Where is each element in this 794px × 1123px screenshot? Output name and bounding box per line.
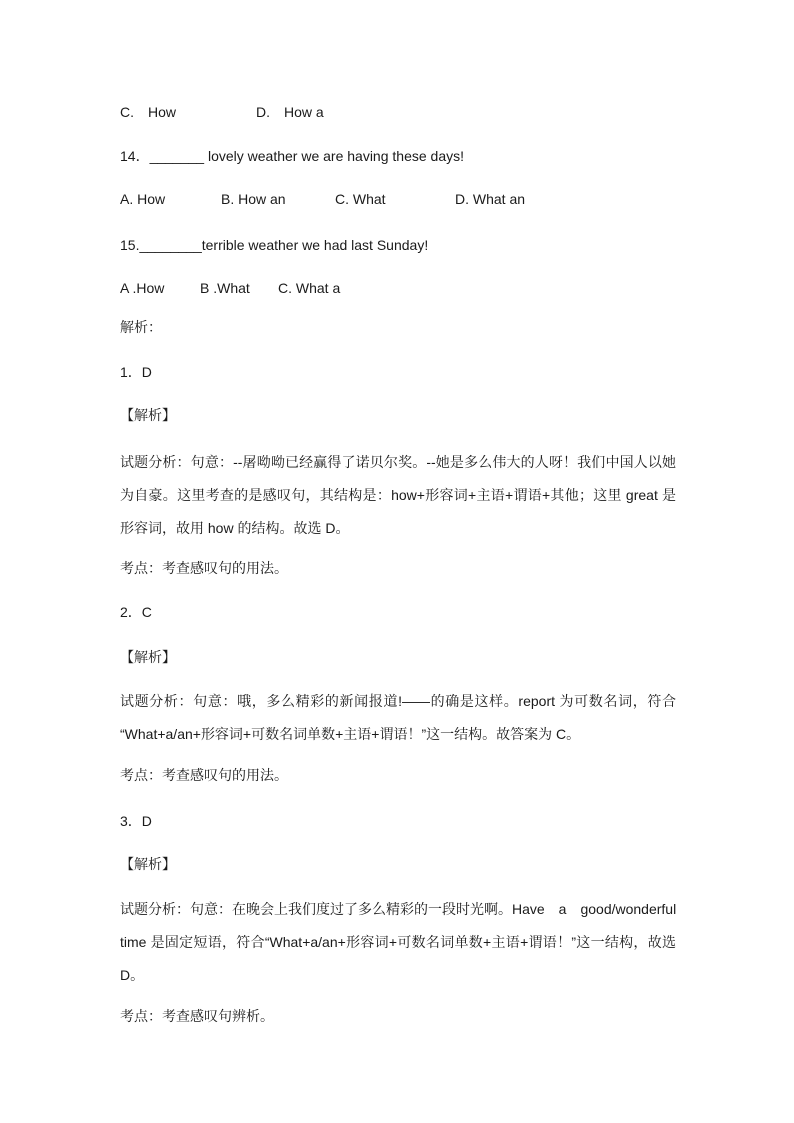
answer-2-point: 考点：考查感叹句的用法。 xyxy=(120,767,288,783)
answer-1-point: 考点：考查感叹句的用法。 xyxy=(120,560,288,576)
answer-1-explanation xyxy=(120,446,676,545)
q14-option-b: B. How an xyxy=(221,191,286,207)
q13-option-c: C. How xyxy=(120,104,177,120)
answer-3-tag: 【解析】 xyxy=(120,856,176,872)
answer-1-tag: 【解析】 xyxy=(120,407,176,423)
q13-option-d: D. How a xyxy=(256,104,324,120)
answer-2-line-1: 试题分析：句意：哦，多么精彩的新闻报道!——的确是这样。report 为可数名词，符合 xyxy=(120,693,676,709)
answer-2-explanation xyxy=(120,685,676,751)
q14-option-c: C. What xyxy=(335,191,386,207)
answer-3-line-1: 试题分析：句意：在晚会上我们度过了多么精彩的一段时光啊。Have a good/wonderful xyxy=(120,901,677,917)
q15-option-a: A .How xyxy=(120,280,165,296)
answer-1-number: 1．D xyxy=(120,364,152,380)
answer-3-line-2: time 是固定短语，符合“What+a/an+形容词+可数名词单数+主语+谓语！”这一结构，故选 xyxy=(120,934,676,950)
answer-3-line-3: D。 xyxy=(120,967,145,983)
answer-3-explanation xyxy=(120,893,676,992)
answer-3-point: 考点：考查感叹句辨析。 xyxy=(120,1008,274,1024)
analysis-heading: 解析： xyxy=(120,319,162,335)
answer-1-line-3: 形容词，故用 how 的结构。故选 D。 xyxy=(120,520,350,536)
q14-stem: 14．_______ lovely weather we are having these days! xyxy=(120,148,464,164)
q15-stem: 15.________terrible weather we had last Sunday! xyxy=(120,237,429,253)
q14-option-d: D. What an xyxy=(455,191,526,207)
answer-3-number: 3．D xyxy=(120,813,152,829)
q15-option-c: C. What a xyxy=(278,280,341,296)
answer-1-line-2: 为自豪。这里考查的是感叹句，其结构是：how+形容词+主语+谓语+其他；这里 great 是 xyxy=(120,487,676,503)
answer-2-line-2: “What+a/an+形容词+可数名词单数+主语+谓语！”这一结构。故答案为 C。 xyxy=(120,726,581,742)
answer-2-tag: 【解析】 xyxy=(120,649,176,665)
answer-2-number: 2．C xyxy=(120,604,152,620)
answer-1-line-1: 试题分析：句意：--屠呦呦已经赢得了诺贝尔奖。--她是多么伟大的人呀！我们中国人以她 xyxy=(120,454,676,470)
q15-option-b: B .What xyxy=(200,280,250,296)
q14-option-a: A. How xyxy=(120,191,166,207)
